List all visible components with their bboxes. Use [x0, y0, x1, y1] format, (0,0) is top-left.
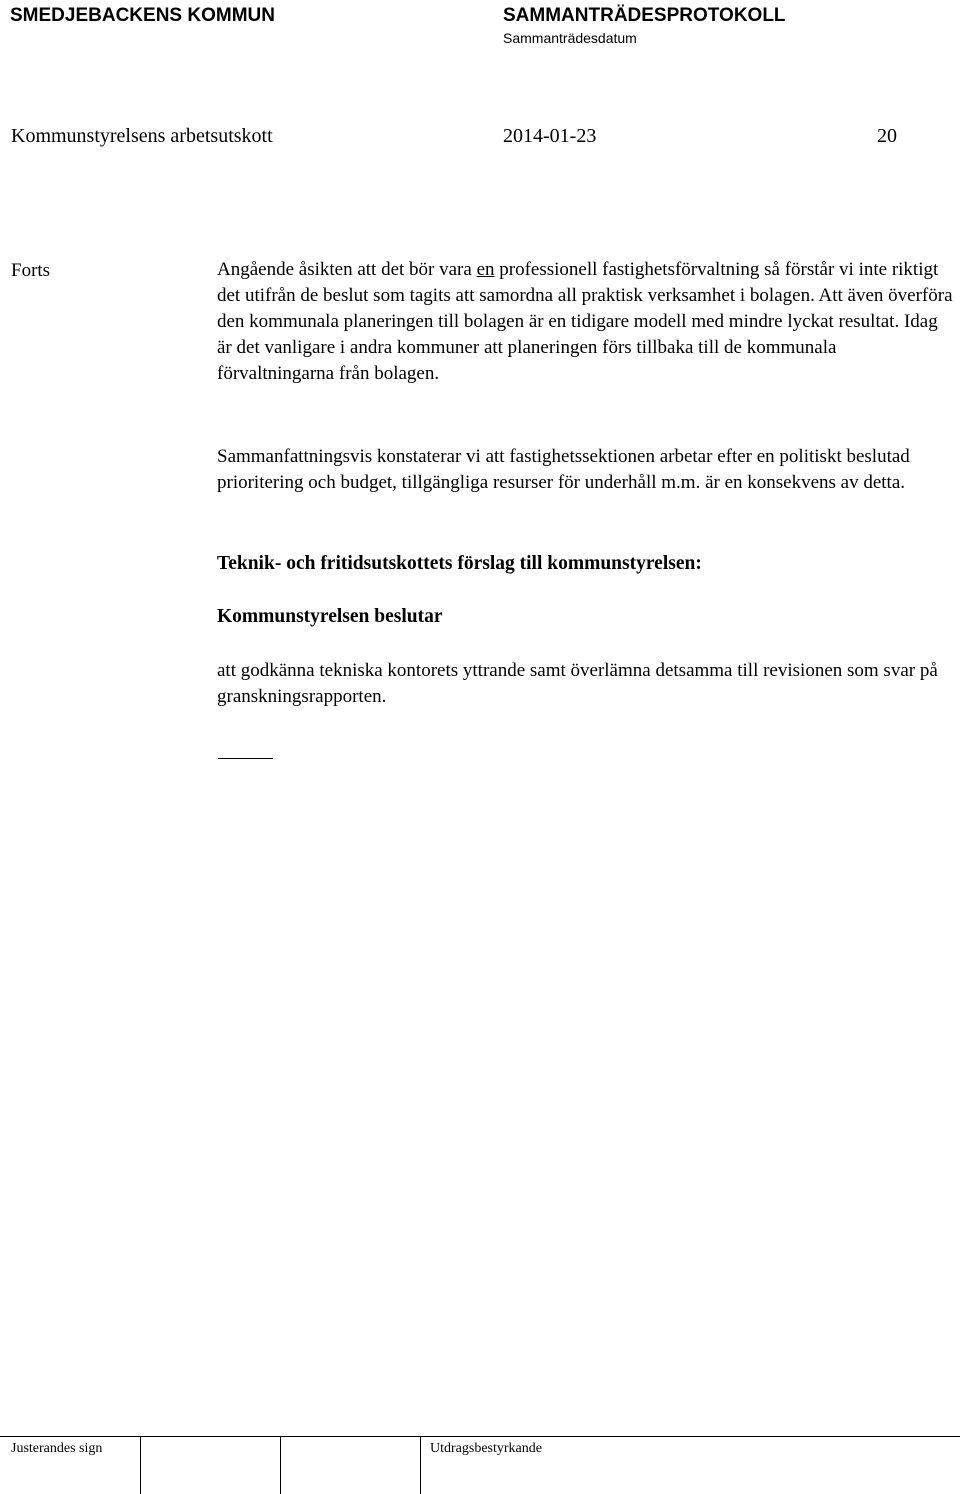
- decision-text: att godkänna tekniska kontorets yttrande samt överlämna detsamma till revisionen som svar på granskningsrapporten.: [217, 660, 938, 707]
- paragraph-2: Sammanfattningsvis konstaterar vi att fastighetssektionen arbetar efter en politiskt beslutad prioritering och budget, tillgängliga resurser för underhåll m.m. är en konsekvens av detta.: [217, 446, 910, 493]
- separator-line: [218, 758, 273, 759]
- page-number: 20: [877, 125, 897, 147]
- meeting-date-label: Sammanträdesdatum: [503, 30, 637, 46]
- document-type: SAMMANTRÄDESPROTOKOLL: [503, 5, 786, 26]
- proposal-heading: Teknik- och fritidsutskottets förslag till kommunstyrelsen:: [217, 553, 702, 574]
- municipality-name: SMEDJEBACKENS KOMMUN: [10, 5, 275, 26]
- signature-box-divider: [140, 1436, 141, 1494]
- paragraph-1-underlined: en: [476, 259, 495, 280]
- extract-certification-label: Utdragsbestyrkande: [430, 1441, 542, 1456]
- committee-name: Kommunstyrelsens arbetsutskott: [11, 125, 273, 147]
- paragraph-1-start: Angående åsikten att det bör vara: [217, 259, 477, 280]
- signature-box-divider: [420, 1436, 421, 1494]
- decision-heading: Kommunstyrelsen beslutar: [217, 606, 443, 627]
- continued-label: Forts: [11, 260, 51, 281]
- signature-box-divider: [280, 1436, 281, 1494]
- paragraph-1: [217, 257, 957, 387]
- paragraph-1-end: professionell fastighetsförvaltning så förstår vi inte riktigt det utifrån de beslut som tagits att samordna all praktisk verksamhet i bolagen. Att även överföra den kommunala planeringen till bolagen är en tidigare modell med mindre lyckat resultat. Idag är det vanligare i andra kommuner att planeringen förs tillbaka till de kommunala förvaltningarna från bolagen.: [217, 259, 953, 384]
- meeting-date: 2014-01-23: [503, 125, 597, 147]
- footer-rule: [0, 1436, 960, 1437]
- adjuster-sign-label: Justerandes sign: [11, 1441, 103, 1456]
